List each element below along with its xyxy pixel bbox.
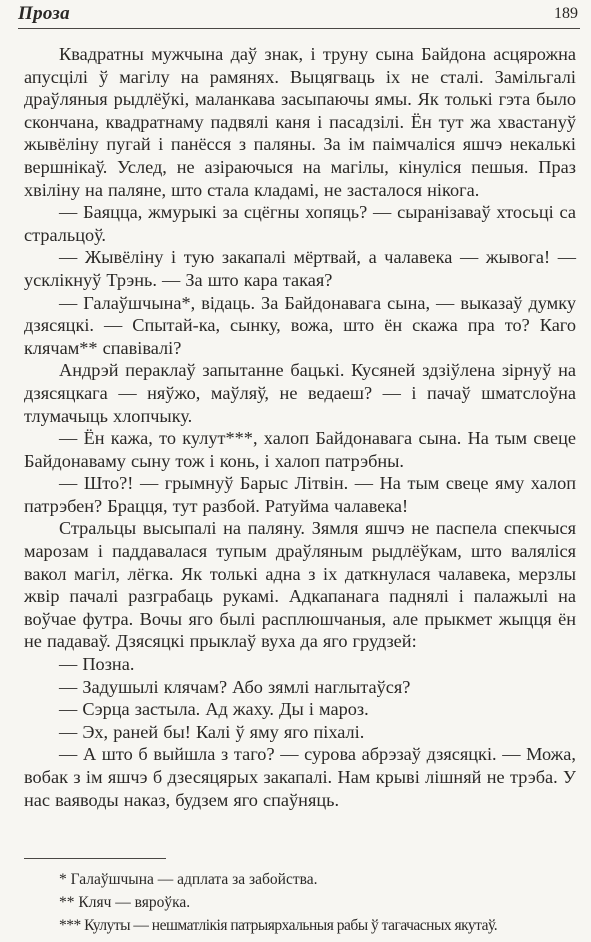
paragraph: — Ён кажа, то кулут***, халоп Байдонавага сына. На тым свеце Байдонаваму сыну тож і конь, і халоп патрэбны. [24, 428, 576, 471]
running-header [18, 2, 580, 29]
paragraph: Квадратны мужчына даў знак, і труну сына Байдона асцярожна апусцілі ў магілу на рамянях. Выцягваць іх не сталі. Замільгалі драўляныя рыдлёўкі, маланкава засыпаючы ямы. Як толькі гэта было скончана, квадратнаму падвялі каня і пасадзілі. Ён тут жа хвастануў жывёліну пугай і панёсся з паляны. За ім паімчаліся яшчэ некалькі вершнікаў. Услед, не азіраючыся на магілы, кінуліся пешыя. Праз хвіліну на паляне, што стала кладамі, не засталося нікога. [24, 44, 576, 200]
paragraph: — Позна. [59, 654, 135, 675]
main-text [24, 43, 576, 811]
paragraph: — Задушылі клячам? Або зямлі наглытаўся? [59, 676, 411, 697]
paragraph: — Жывёліну і тую закапалі мёртвай, а чалавека — жывога! — усклікнуў Трэнь. — За што кара такая? [24, 247, 576, 290]
page-number: 189 [554, 5, 578, 22]
paragraph: — Эх, раней бы! Калі ў яму яго піхалі. [59, 721, 365, 742]
footnote: * Галаўшчына — адплата за забойства. [59, 871, 318, 888]
paragraph: Андрэй пераклаў запытанне бацькі. Кусяней здзіўлена зірнуў на дзясяцкага — няўжо, маўляў, не ведаеш? — і пачаў шматслоўна тлумачыць хлопчыку. [24, 360, 576, 426]
paragraph: — Галаўшчына*, відаць. За Байдонавага сына, — выказаў думку дзясяцкі. — Спытай-ка, сынку, вожа, што ён скажа пра то? Каго клячам** спавівалі? [24, 292, 576, 358]
footnote: *** Кулуты — нешматлікія патрыярхальныя рабы ў тагачасных якутаў. [59, 917, 498, 934]
paragraph: — Што?! — грымнуў Барыс Літвін. — На тым свеце яму халоп патрэбен? Брацця, тут разбой. Ратуйма чалавека! [24, 473, 576, 516]
section-title: Проза [18, 3, 70, 24]
paragraph: — А што б выйшла з таго? — сурова абрэзаў дзясяцкі. — Можа, вобак з ім яшчэ б дзесяцярых закапалі. Нам крыві лішняй не трэба. У нас ваяводы наказ, будзем яго спаўняць. [24, 744, 576, 810]
paragraph: Стральцы высыпалі на паляну. Зямля яшчэ не паспела спекчыся марозам і паддавалася тупым драўляным рыдлёўкам, што валяліся вакол магіл, лёгка. Як толькі адна з іх даткнулася чалавека, мерзлы жвір пачалі разграбаць рукамі. Адкапанага паднялі і палажылі на воўчае футра. Вочы яго былі расплюшчаныя, але прыкмет жыцця ён не падаваў. Дзясяцкі прыклаў вуха да яго грудзей: [24, 518, 576, 652]
footnote-divider [24, 858, 166, 859]
paragraph: — Сэрца застыла. Ад жаху. Ды і мароз. [59, 699, 369, 720]
paragraph: — Баяцца, жмурыкі за сцёгны хопяць? — сыранізаваў хтосьці са стральцоў. [24, 202, 576, 245]
footnote: ** Кляч — вяроўка. [59, 894, 191, 911]
footnotes [24, 868, 580, 937]
